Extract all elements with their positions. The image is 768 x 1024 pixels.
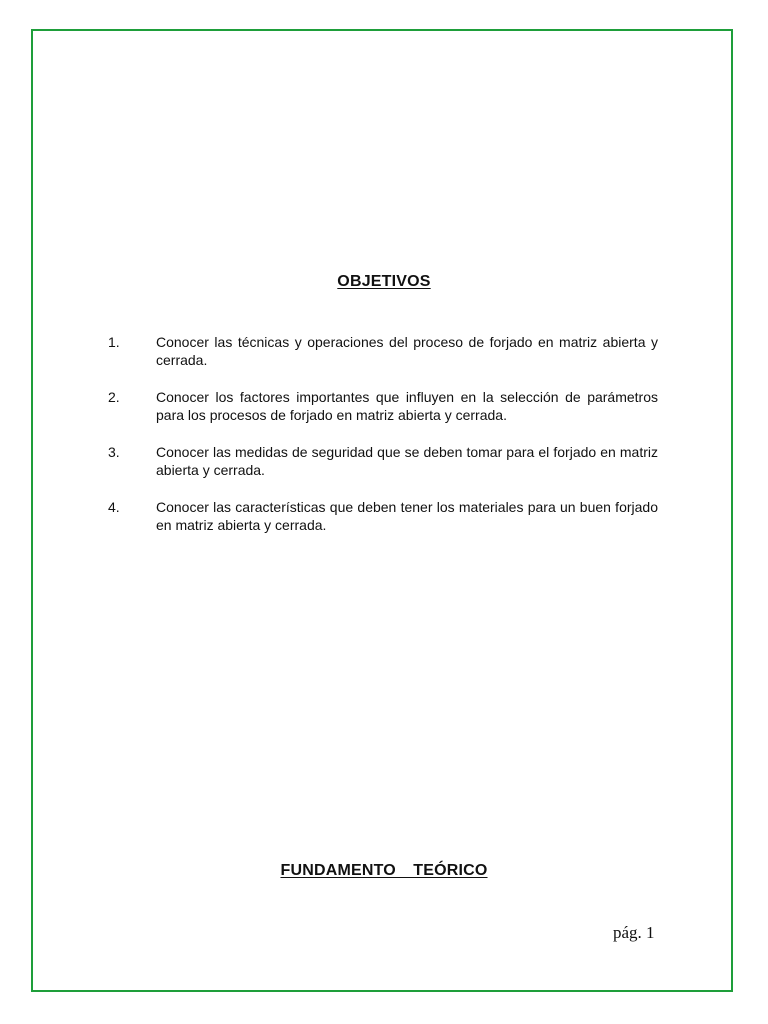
objective-item <box>108 388 658 424</box>
objective-number: 3. <box>108 444 120 460</box>
objective-text: Conocer las técnicas y operaciones del proceso de forjado en matriz abierta y cerrada. <box>156 334 658 368</box>
page-number: pág. 1 <box>613 923 655 942</box>
objective-item <box>108 333 658 369</box>
objective-number: 4. <box>108 499 120 515</box>
fundamento-teorico-heading: FUNDAMENTO TEÓRICO <box>280 862 488 879</box>
objective-number: 1. <box>108 334 120 350</box>
objectives-list <box>108 333 658 553</box>
objective-text: Conocer los factores importantes que influyen en la selección de parámetros para los procesos de forjado en matriz abierta y cerrada. <box>156 389 658 423</box>
objective-text: Conocer las medidas de seguridad que se deben tomar para el forjado en matriz abierta y cerrada. <box>156 444 658 478</box>
objective-number: 2. <box>108 389 120 405</box>
objective-item <box>108 443 658 479</box>
objective-text: Conocer las características que deben tener los materiales para un buen forjado en matriz abierta y cerrada. <box>156 499 658 533</box>
objective-item <box>108 498 658 534</box>
objectives-heading: OBJETIVOS <box>337 273 431 290</box>
